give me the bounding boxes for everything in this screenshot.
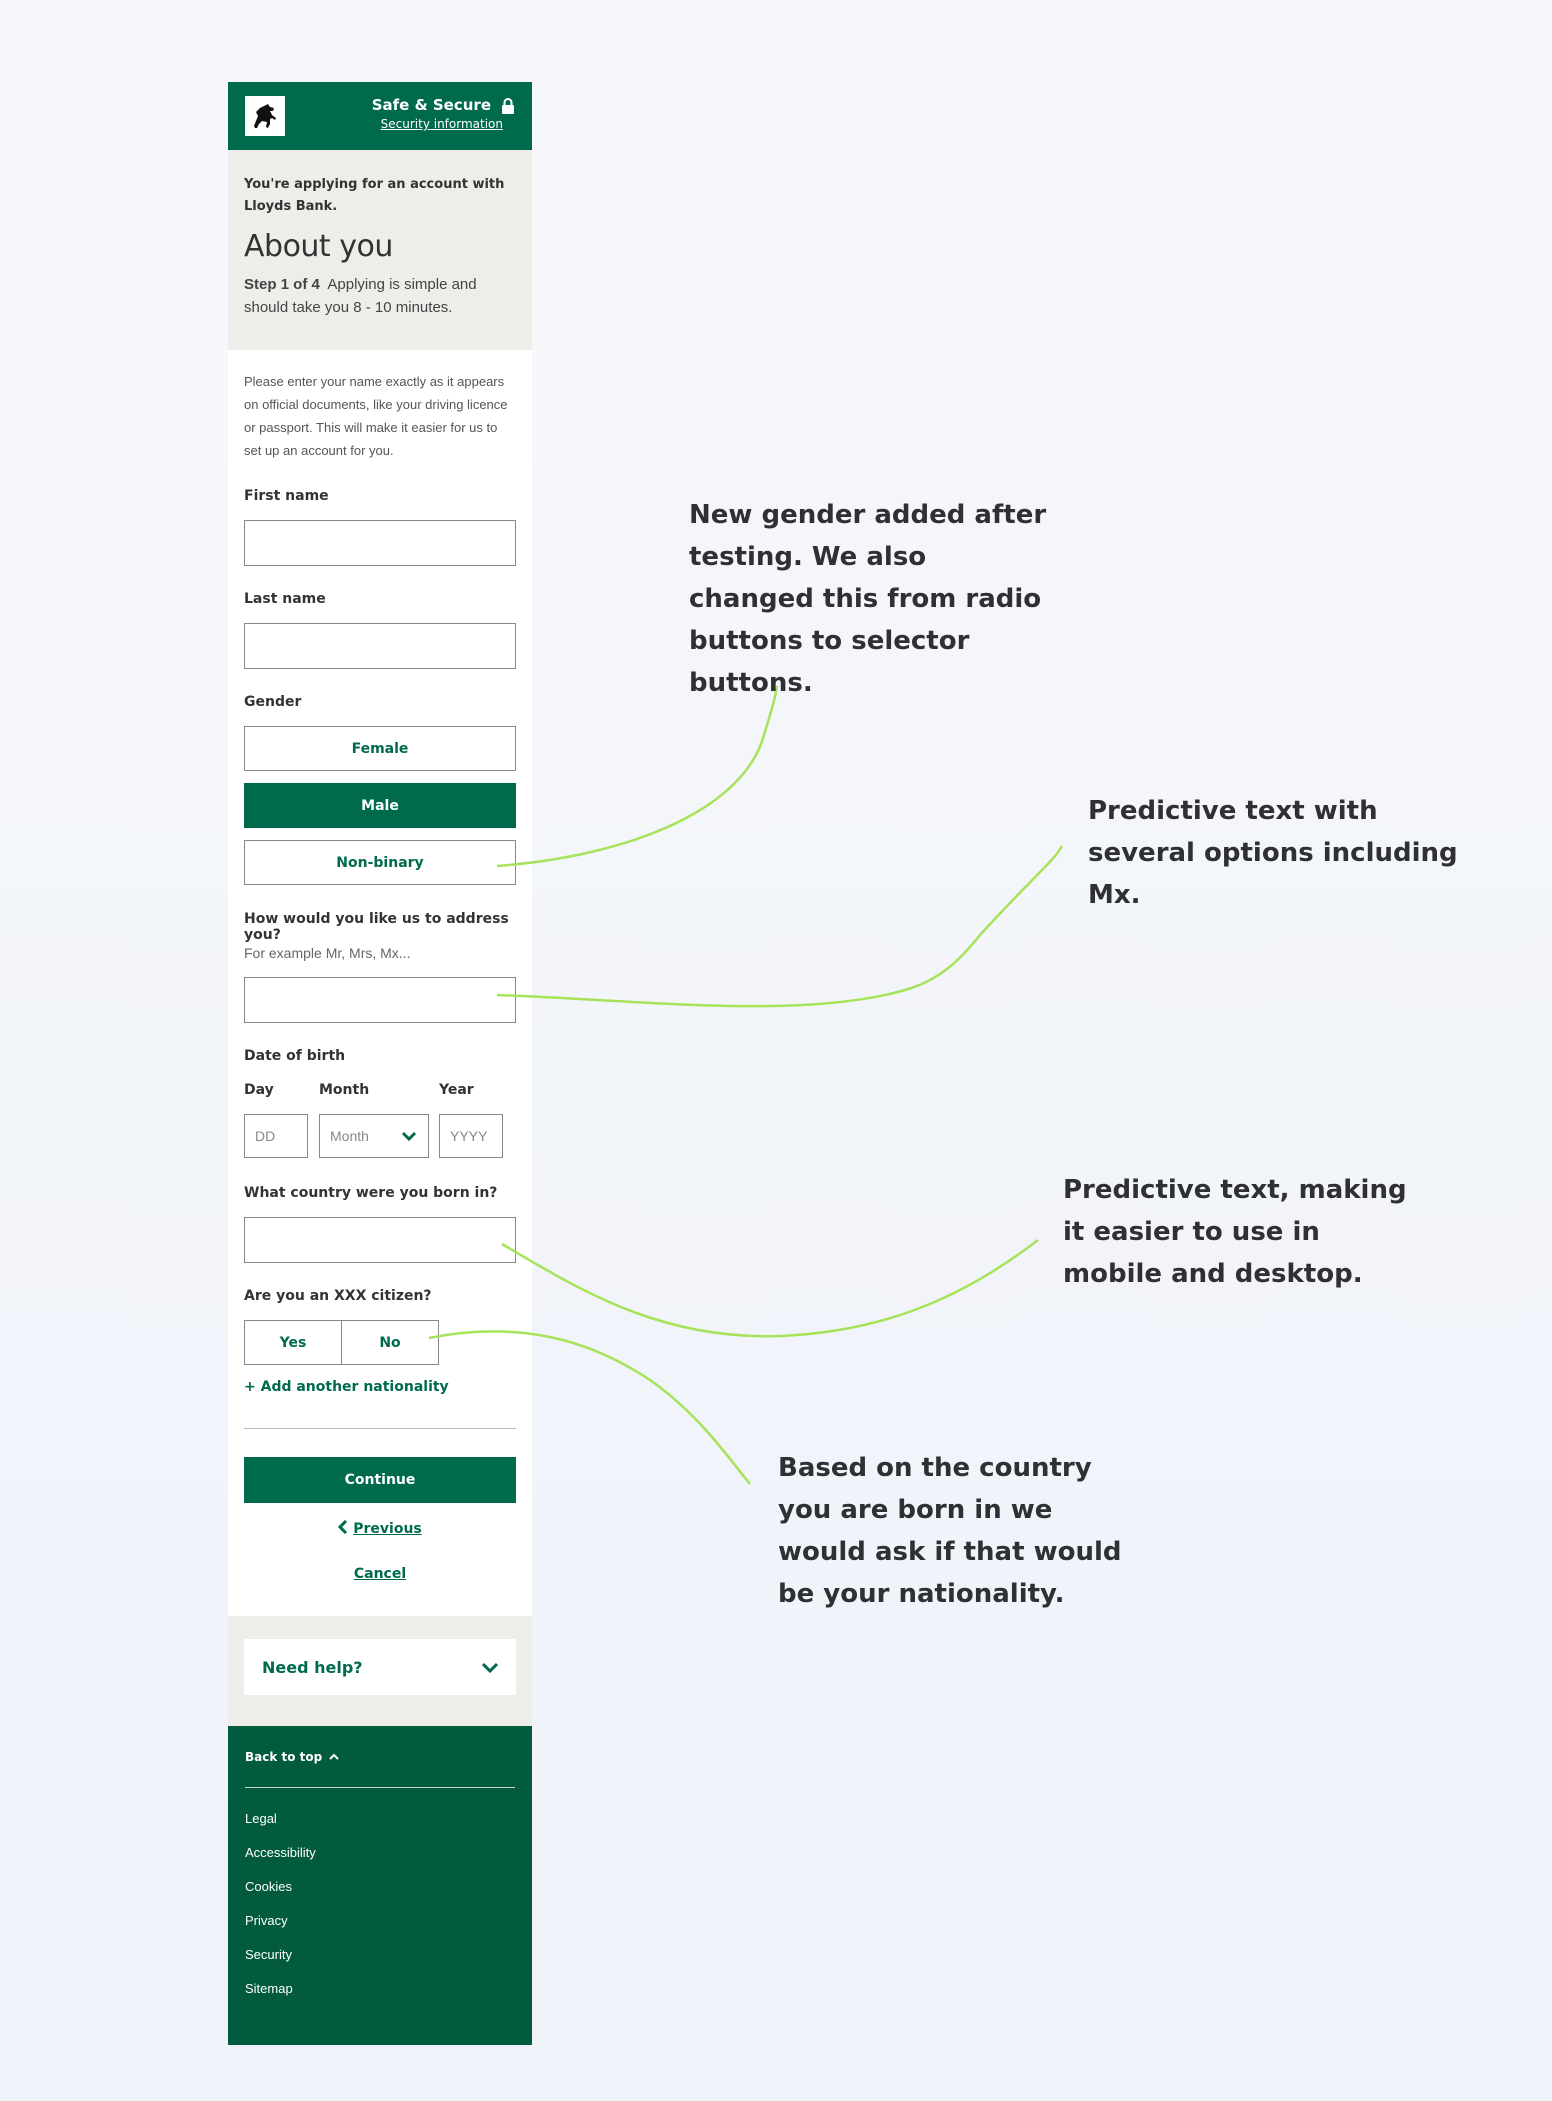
chevron-up-icon <box>329 1753 339 1761</box>
back-to-top-link[interactable] <box>245 1750 339 1764</box>
previous-link[interactable] <box>228 1520 532 1538</box>
previous-label: Previous <box>353 1521 422 1537</box>
last-name-label: Last name <box>244 591 326 607</box>
year-input[interactable]: YYYY <box>439 1114 503 1158</box>
annotation-country: Predictive text, making it easier to use in mobile and desktop. <box>1063 1175 1407 1289</box>
add-nationality-link[interactable]: + Add another nationality <box>244 1379 449 1395</box>
step-description: Applying is simple and should take you 8 - 10 minutes. <box>244 276 477 316</box>
step-number: Step 1 of 4 <box>244 276 320 293</box>
day-label: Day <box>244 1082 274 1098</box>
lock-icon <box>501 97 515 115</box>
dob-label: Date of birth <box>244 1048 346 1064</box>
footer-link-legal[interactable]: Legal <box>245 1811 277 1826</box>
chevron-down-icon <box>402 1131 416 1141</box>
chevron-left-icon <box>338 1520 348 1534</box>
month-select-value: Month <box>330 1128 369 1144</box>
form-instructions: Please enter your name exactly as it appears on official documents, like your driving licence or passport. This will make it easier for us to set up an account for you. <box>244 374 508 458</box>
gender-nonbinary-button[interactable]: Non-binary <box>244 840 516 885</box>
footer-link-sitemap[interactable]: Sitemap <box>245 1981 293 1996</box>
annotation-line-address <box>497 846 1062 1006</box>
mobile-form-screen <box>228 82 532 2045</box>
horse-icon <box>250 102 280 130</box>
add-nationality-label: Add another nationality <box>260 1379 449 1395</box>
back-to-top-label: Back to top <box>245 1750 323 1764</box>
continue-button[interactable]: Continue <box>244 1457 516 1503</box>
about-you-form <box>228 370 532 462</box>
footer-links <box>245 1810 316 2014</box>
applying-text: You're applying for an account with Lloyds Bank. <box>244 177 505 214</box>
address-hint: For example Mr, Mrs, Mx... <box>244 945 411 961</box>
form-divider <box>244 1428 516 1429</box>
gender-female-button[interactable]: Female <box>244 726 516 771</box>
footer-link-cookies[interactable]: Cookies <box>245 1879 292 1894</box>
chevron-down-icon <box>482 1662 498 1673</box>
lloyds-horse-logo[interactable] <box>245 96 285 136</box>
citizen-no-button[interactable]: No <box>341 1320 439 1365</box>
header-bar <box>228 82 532 150</box>
footer-link-accessibility[interactable]: Accessibility <box>245 1845 316 1860</box>
security-information-link[interactable]: Security information <box>380 117 503 131</box>
annotation-address: Predictive text with several options including Mx. <box>1088 796 1458 910</box>
month-select[interactable] <box>319 1114 429 1158</box>
need-help-label: Need help? <box>262 1657 363 1677</box>
cancel-link[interactable] <box>228 1565 532 1583</box>
gender-male-button[interactable]: Male <box>244 783 516 828</box>
gender-label: Gender <box>244 694 302 710</box>
annotation-line-gender <box>497 686 777 866</box>
birth-country-label: What country were you born in? <box>244 1185 498 1201</box>
cancel-label: Cancel <box>353 1566 407 1582</box>
citizen-label: Are you an XXX citizen? <box>244 1288 432 1304</box>
address-input[interactable] <box>244 977 516 1023</box>
need-help-accordion[interactable] <box>244 1639 516 1695</box>
footer-link-security[interactable]: Security <box>245 1947 292 1962</box>
last-name-input[interactable] <box>244 623 516 669</box>
page-title: About you <box>244 229 393 264</box>
intro-panel <box>228 150 532 350</box>
annotation-citizen: Based on the country you are born in we would ask if that would be your nationality. <box>778 1453 1122 1609</box>
citizen-yes-button[interactable]: Yes <box>244 1320 342 1365</box>
footer <box>228 1726 532 2045</box>
first-name-label: First name <box>244 488 329 504</box>
footer-link-privacy[interactable]: Privacy <box>245 1913 288 1928</box>
help-section <box>228 1616 532 1726</box>
day-input[interactable]: DD <box>244 1114 308 1158</box>
year-label: Year <box>439 1082 474 1098</box>
birth-country-input[interactable] <box>244 1217 516 1263</box>
footer-divider <box>245 1787 515 1788</box>
annotation-gender: New gender added after testing. We also changed this from radio buttons to selector buttons. <box>689 500 1047 698</box>
step-indicator <box>244 273 516 319</box>
safe-secure-label: Safe & Secure <box>371 96 491 114</box>
annotation-line-country <box>502 1240 1038 1336</box>
first-name-input[interactable] <box>244 520 516 566</box>
address-label: How would you like us to address you? <box>244 911 509 943</box>
month-label: Month <box>319 1082 370 1098</box>
